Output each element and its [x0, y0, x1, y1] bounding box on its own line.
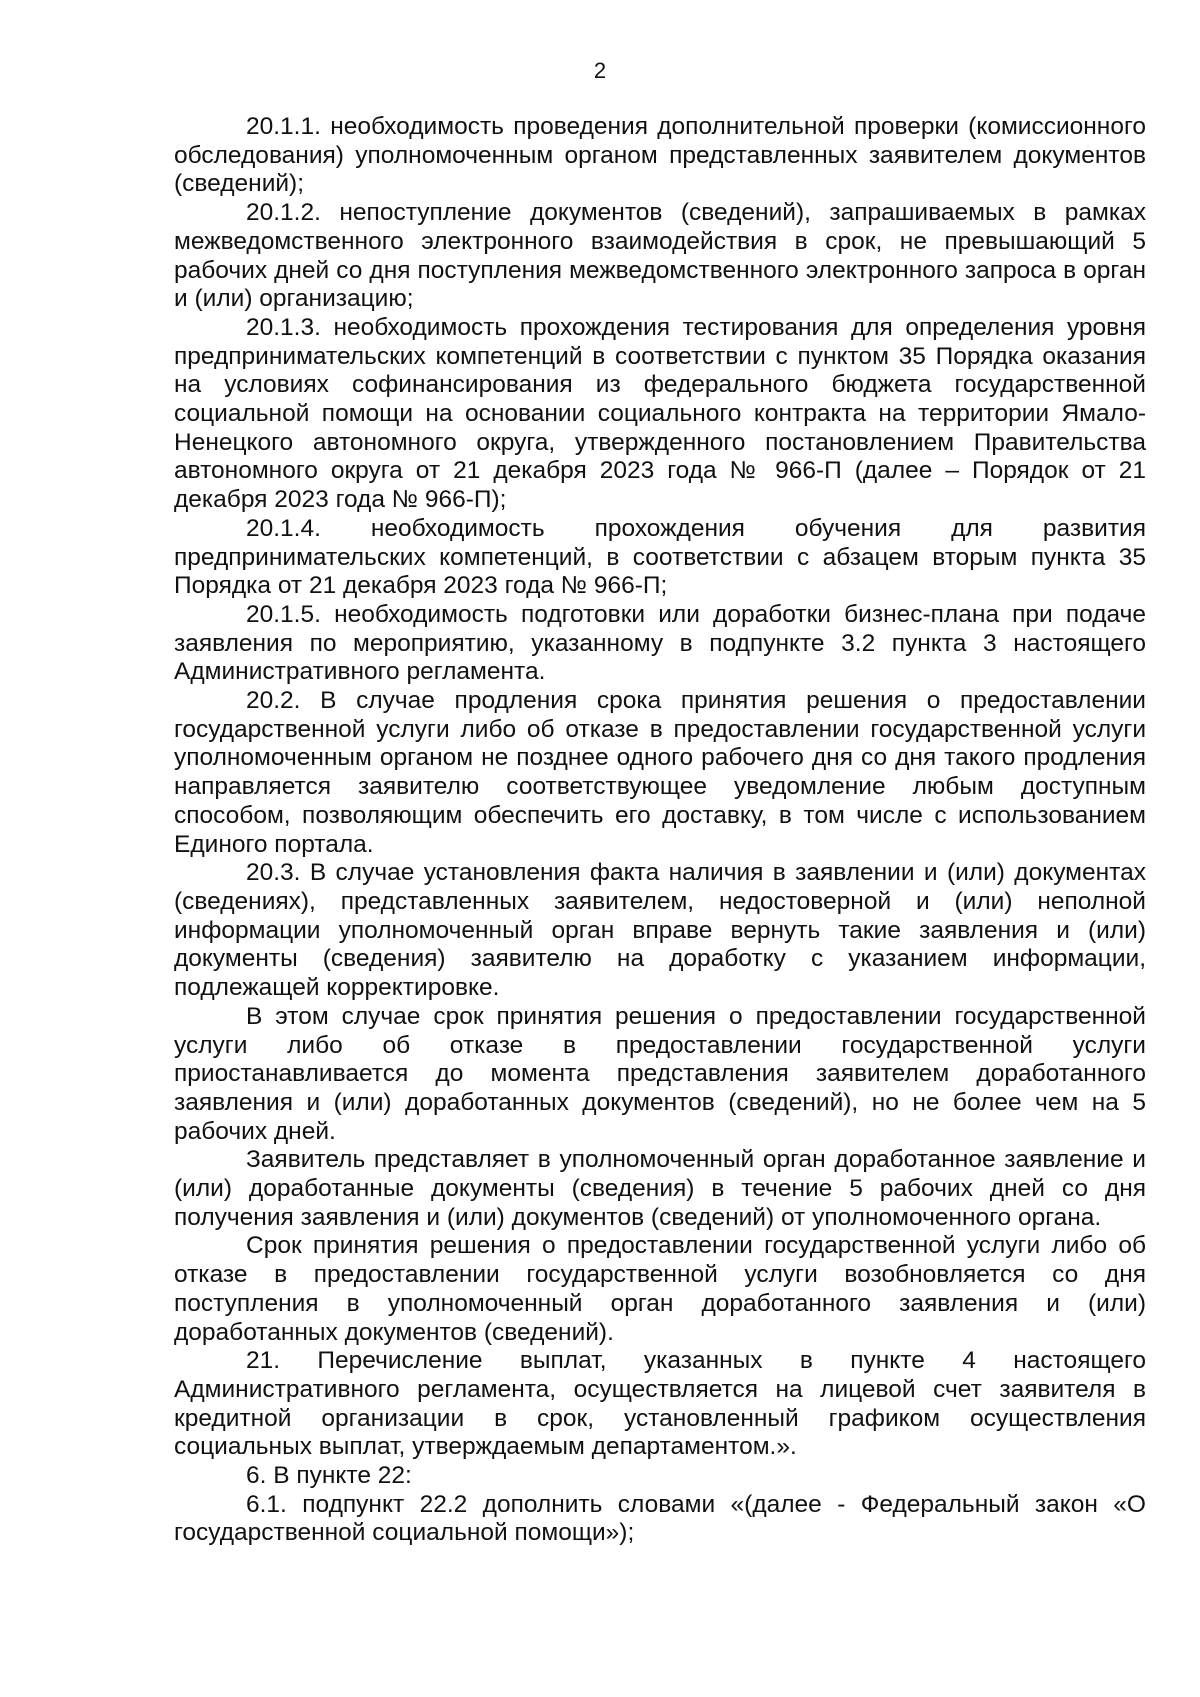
- paragraph-21: 21. Перечисление выплат, указанных в пункте 4 настоящего Административного регламента, осуществляется на лицевой счет заявителя в кредитной организации в срок, установленный графиком осуществления социальных выплат, утверждаемым департаментом.».: [174, 1347, 1146, 1461]
- paragraph-20-1-1: 20.1.1. необходимость проведения дополнительной проверки (комиссионного обследования) уполномоченным органом представленных заявителем документов (сведений);: [174, 113, 1146, 198]
- document-body: [174, 113, 1146, 1548]
- paragraph-20-1-4: 20.1.4. необходимость прохождения обучения для развития предпринимательских компетенций, в соответствии с абзацем вторым пункта 35 Порядка от 21 декабря 2023 года № 966-П;: [174, 514, 1146, 600]
- paragraph-20-2: 20.2. В случае продления срока принятия решения о предоставлении государственной услуги либо об отказе в предоставлении государственной услуги уполномоченным органом не позднее одного рабочего дня со дня такого продления направляется заявителю соответствующее уведомление любым доступным способом, позволяющим обеспечить его доставку, в том числе с использованием Единого портала.: [174, 687, 1146, 858]
- paragraph-20-1-3: 20.1.3. необходимость прохождения тестирования для определения уровня предпринимательских компетенций в соответствии с пунктом 35 Порядка оказания на условиях софинансирования из федерального бюджета государственной социальной помощи на основании социального контракта на территории Ямало-Ненецкого автономного округа, утвержденного постановлением Правительства автономного округа от 21 декабря 2023 года № 966-П (далее – Порядок от 21 декабря 2023 года № 966-П);: [174, 313, 1146, 514]
- paragraph-20-3: 20.3. В случае установления факта наличия в заявлении и (или) документах (сведениях), представленных заявителем, недостоверной и (или) неполной информации уполномоченный орган вправе вернуть такие заявления и (или) документы (сведения) заявителю на доработку с указанием информации, подлежащей корректировке.: [174, 859, 1146, 1002]
- paragraph-item-6: 6. В пункте 22:: [246, 1462, 412, 1490]
- paragraph-20-1-2: 20.1.2. непоступление документов (сведений), запрашиваемых в рамках межведомственного электронного взаимодействия в срок, не превышающий 5 рабочих дней со дня поступления межведомственного электронного запроса в орган и (или) организацию;: [174, 199, 1146, 313]
- paragraph-20-1-5: 20.1.5. необходимость подготовки или доработки бизнес-плана при подаче заявления по мероприятию, указанному в подпункте 3.2 пункта 3 настоящего Административного регламента.: [174, 600, 1146, 686]
- page-number: 2: [593, 58, 607, 83]
- paragraph-suspension: В этом случае срок принятия решения о предоставлении государственной услуги либо об отказе в предоставлении государственной услуги приостанавливается до момента представления заявителем доработанного заявления и (или) доработанных документов (сведений), но не более чем на 5 рабочих дней.: [174, 1002, 1146, 1145]
- paragraph-item-6-1: 6.1. подпункт 22.2 дополнить словами «(далее - Федеральный закон «О государственной социальной помощи»);: [174, 1490, 1146, 1547]
- paragraph-applicant-submits: Заявитель представляет в уполномоченный орган доработанное заявление и (или) доработанные документы (сведения) в течение 5 рабочих дней со дня получения заявления и (или) документов (сведений) от уполномоченного органа.: [174, 1146, 1146, 1231]
- paragraph-term-resumes: Срок принятия решения о предоставлении государственной услуги либо об отказе в предоставлении государственной услуги возобновляется со дня поступления в уполномоченный орган доработанного заявления и (или) доработанных документов (сведений).: [174, 1232, 1146, 1346]
